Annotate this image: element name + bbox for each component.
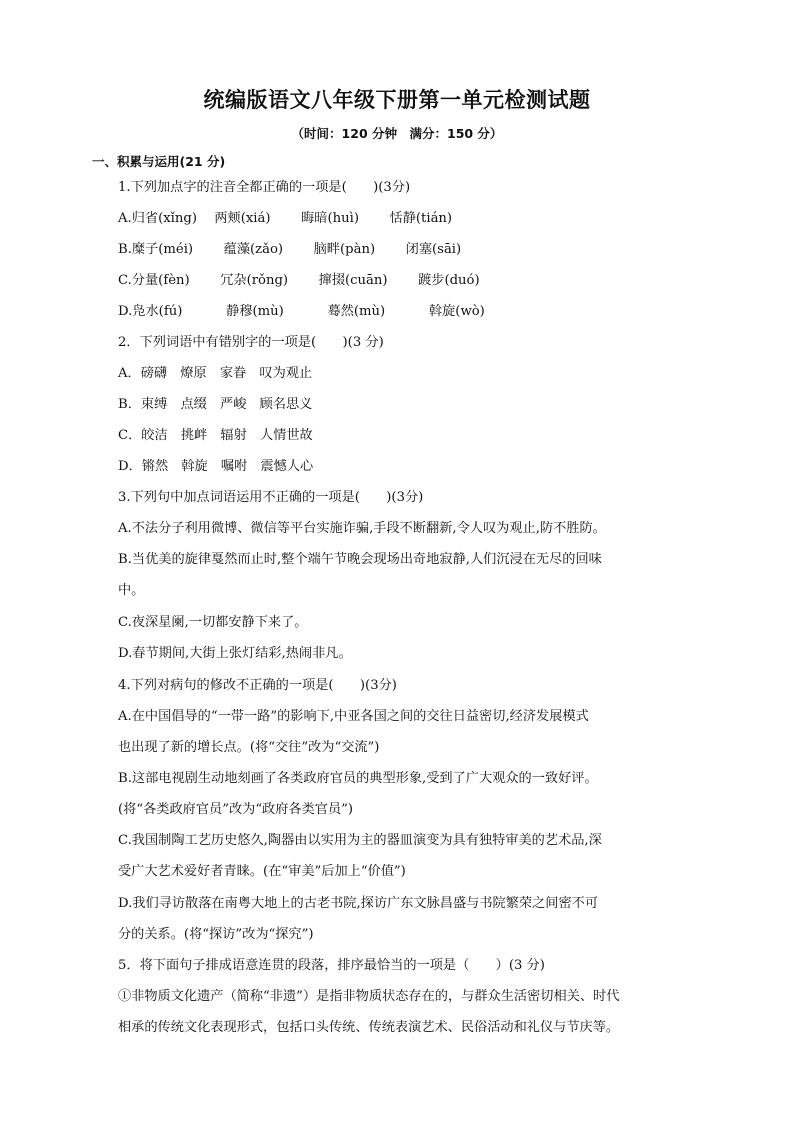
- question-4-option-a: A.在中国倡导的“一带一路”的影响下,中亚各国之间的交往日益密切,经济发展模式: [118, 709, 589, 724]
- question-3-option-b: B.当优美的旋律戛然而止时,整个端午节晚会现场出奇地寂静,人们沉浸在无尽的回味: [118, 552, 602, 567]
- question-1-option-d: D.凫水(fú) 静穆(mù) 蓦然(mù) 斡旋(wò): [118, 304, 485, 319]
- question-2-option-b: B．束缚 点缀 严峻 顾名思义: [118, 397, 313, 412]
- question-1-stem: 1.下列加点字的注音全都正确的一项是( )(3分): [118, 180, 411, 195]
- question-4-option-d: D.我们寻访散落在南粤大地上的古老书院,探访广东文脉昌盛与书院繁荣之间密不可: [118, 896, 599, 911]
- question-1-option-c: C.分量(fèn) 冗杂(rǒng) 撺掇(cuān) 踱步(duó): [118, 273, 480, 288]
- question-4-option-b-cont: (将“各类政府官员”改为“政府各类官员”): [118, 802, 354, 817]
- question-3-option-a: A.不法分子利用微博、微信等平台实施诈骗,手段不断翻新,令人叹为观止,防不胜防。: [118, 521, 606, 536]
- exam-time-score: （时间：120 分钟 满分：150 分）: [291, 126, 503, 141]
- question-4-option-c: C.我国制陶工艺历史悠久,陶器由以实用为主的器皿演变为具有独特审美的艺术品,深: [118, 833, 602, 848]
- question-4-option-d-cont: 分的关系。(将“探访”改为“探究”): [118, 927, 314, 942]
- question-2-option-d: D．锵然 斡旋 嘱咐 震憾人心: [118, 459, 314, 474]
- question-4-option-a-cont: 也出现了新的增长点。(将“交往”改为“交流”): [118, 740, 380, 755]
- question-2-option-a: A．磅礴 燎原 家眷 叹为观止: [118, 366, 313, 381]
- question-2-option-c: C．皎洁 挑衅 辐射 人情世故: [118, 428, 313, 443]
- question-3-option-c: C.夜深星阑,一切都安静下来了。: [118, 615, 308, 630]
- page-title: 统编版语文八年级下册第一单元检测试题: [203, 88, 591, 112]
- question-5-stem: 5．将下面句子排成语意连贯的段落，排序最恰当的一项是（ ）(3 分): [118, 958, 545, 973]
- question-2-stem: 2．下列词语中有错别字的一项是( )(3 分): [118, 335, 384, 350]
- question-3-option-b-cont: 中。: [118, 583, 145, 598]
- question-5-sentence-1-cont: 相承的传统文化表现形式，包括口头传统、传统表演艺术、民俗活动和礼仪与节庆等。: [118, 1020, 620, 1035]
- question-1-option-b: B.糜子(méi) 蕴藻(zǎo) 脑畔(pàn) 闭塞(sāi): [118, 242, 462, 257]
- question-3-option-d: D.春节期间,大街上张灯结彩,热闹非凡。: [118, 646, 352, 661]
- question-4-option-b: B.这部电视剧生动地刻画了各类政府官员的典型形象,受到了广大观众的一致好评。: [118, 771, 598, 786]
- question-3-stem: 3.下列句中加点词语运用不正确的一项是( )(3分): [118, 490, 424, 505]
- question-5-sentence-1: ①非物质文化遗产（简称“非遗”）是指非物质状态存在的，与群众生活密切相关、时代: [118, 989, 620, 1004]
- question-1-option-a: A.归省(xǐng) 两颊(xiá) 晦暗(huì) 恬静(tián): [118, 211, 453, 226]
- question-4-option-c-cont: 受广大艺术爱好者青睐。(在“审美”后加上“价值”): [118, 864, 406, 879]
- section-heading: 一、积累与运用(21 分): [92, 154, 226, 169]
- question-4-stem: 4.下列对病句的修改不正确的一项是( )(3分): [118, 678, 397, 693]
